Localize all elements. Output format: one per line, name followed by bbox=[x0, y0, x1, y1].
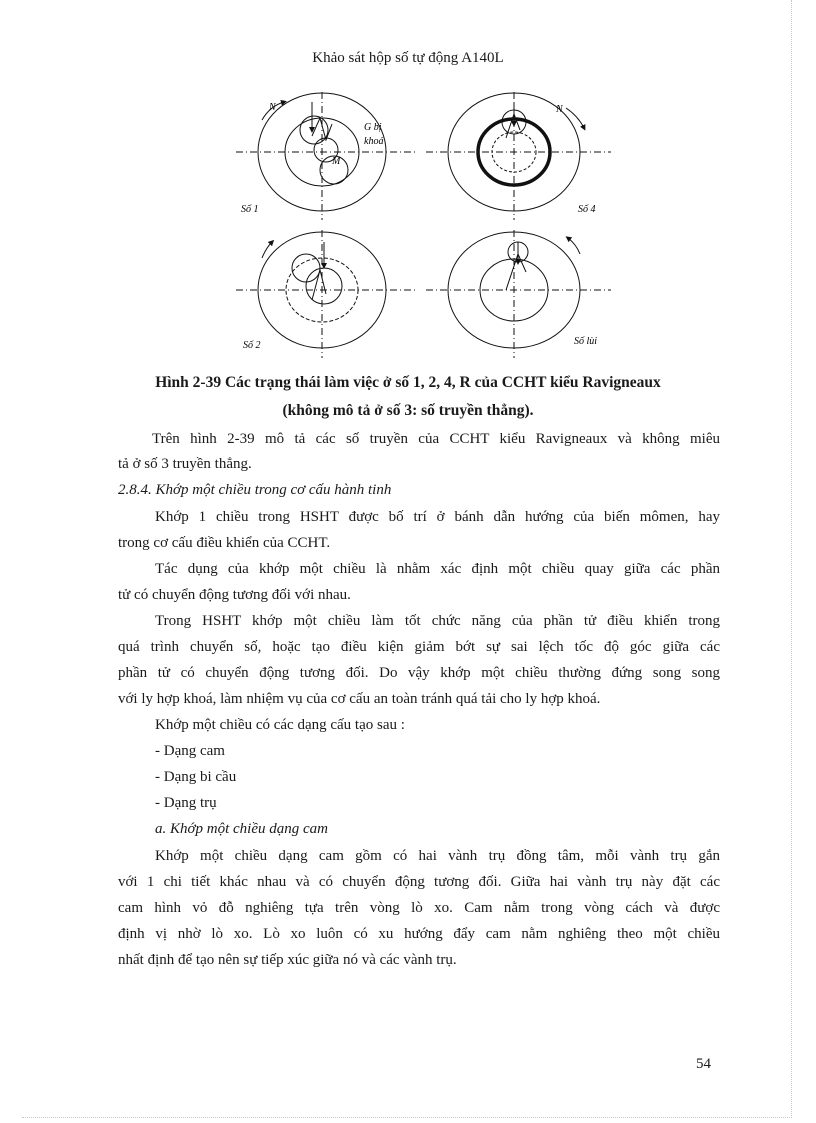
figure-caption-line-2: (không mô tả ở số 3: số truyền thẳng). bbox=[282, 402, 534, 419]
paragraph-2-line-1: Khớp 1 chiều trong HSHT được bố trí ở bánh dẫn hướng của biến mômen, hay bbox=[155, 509, 720, 525]
paragraph-4-line-1: Trong HSHT khớp một chiều làm tốt chức năng của phần tử điều khiển trong bbox=[155, 613, 720, 629]
diagram-gear-1 bbox=[236, 92, 418, 220]
list-item-cam: - Dạng cam bbox=[155, 743, 225, 759]
gear-states-figure bbox=[226, 90, 621, 362]
paragraph-6-line-5: nhất định để tạo nên sự tiếp xúc giữa nó và các vành trụ. bbox=[118, 952, 457, 968]
fig-label-n1: N bbox=[269, 102, 276, 113]
list-item-roller: - Dạng trụ bbox=[155, 795, 217, 811]
paragraph-4-line-4: với ly hợp khoá, làm nhiệm vụ của cơ cấu an toàn tránh quá tải cho ly hợp khoá. bbox=[118, 691, 601, 707]
list-item-ball: - Dạng bi cầu bbox=[155, 769, 237, 785]
paragraph-3-line-1: Tác dụng của khớp một chiều là nhằm xác định một chiều quay giữa các phần bbox=[155, 561, 720, 577]
paragraph-4-line-3: phần tử có chuyển động tương đối. Do vậy khớp một chiều thường đứng song song bbox=[118, 665, 720, 681]
paragraph-6-line-1: Khớp một chiều dạng cam gồm có hai vành trụ đồng tâm, mỗi vành trụ gắn bbox=[155, 848, 720, 864]
section-heading-2-8-4: 2.8.4. Khớp một chiều trong cơ cấu hành tinh bbox=[118, 482, 392, 498]
fig-label-g-locked-1: G bị bbox=[364, 122, 382, 133]
fig-label-g-locked-2: khoá bbox=[364, 136, 384, 147]
paragraph-6-line-3: cam hình vỏ đỗ nghiêng tựa trên vòng lò xo. Cam nằm trong vòng cách và được bbox=[118, 900, 720, 916]
paragraph-6-line-4: định vị nhờ lò xo. Lò xo luôn có xu hướng đẩy cam nằm nghiêng theo một chiều bbox=[118, 926, 720, 942]
page-frame-bottom bbox=[22, 1117, 792, 1118]
fig-label-n4: N bbox=[556, 104, 563, 115]
paragraph-1-line-1: Trên hình 2-39 mô tả các số truyền của CCHT kiểu Ravigneaux và không miêu bbox=[152, 431, 720, 447]
page-number: 54 bbox=[696, 1056, 711, 1072]
paragraph-3-line-2: tử có chuyển động tương đối với nhau. bbox=[118, 587, 351, 603]
diagram-gear-4 bbox=[426, 92, 611, 220]
fig-label-gear-2: Số 2 bbox=[243, 340, 261, 351]
figure-caption-line-1: Hình 2-39 Các trạng thái làm việc ở số 1, 2, 4, R của CCHT kiểu Ravigneaux bbox=[155, 374, 661, 391]
paragraph-6-line-2: với 1 chi tiết khác nhau và có chuyển động tương đối. Giữa hai vành trụ này đặt các bbox=[118, 874, 720, 890]
paragraph-5: Khớp một chiều có các dạng cấu tạo sau : bbox=[155, 717, 405, 733]
paragraph-2-line-2: trong cơ cấu điều khiển của CCHT. bbox=[118, 535, 331, 551]
page-header: Khảo sát hộp số tự động A140L bbox=[312, 50, 504, 66]
fig-label-gear-4: Số 4 bbox=[578, 204, 596, 215]
fig-label-gear-1: Số 1 bbox=[241, 204, 259, 215]
subheading-a: a. Khớp một chiều dạng cam bbox=[155, 821, 328, 837]
diagram-gear-2 bbox=[236, 230, 418, 358]
fig-label-gear-reverse: Số lùi bbox=[574, 336, 598, 347]
paragraph-1-line-2: tả ở số 3 truyền thẳng. bbox=[118, 456, 252, 472]
page-frame-right bbox=[791, 0, 792, 1118]
fig-label-m: M bbox=[332, 156, 341, 167]
paragraph-4-line-2: quá trình chuyển số, hoặc tạo điều kiện giảm bớt sự sai lệch tốc độ góc giữa các bbox=[118, 639, 720, 655]
